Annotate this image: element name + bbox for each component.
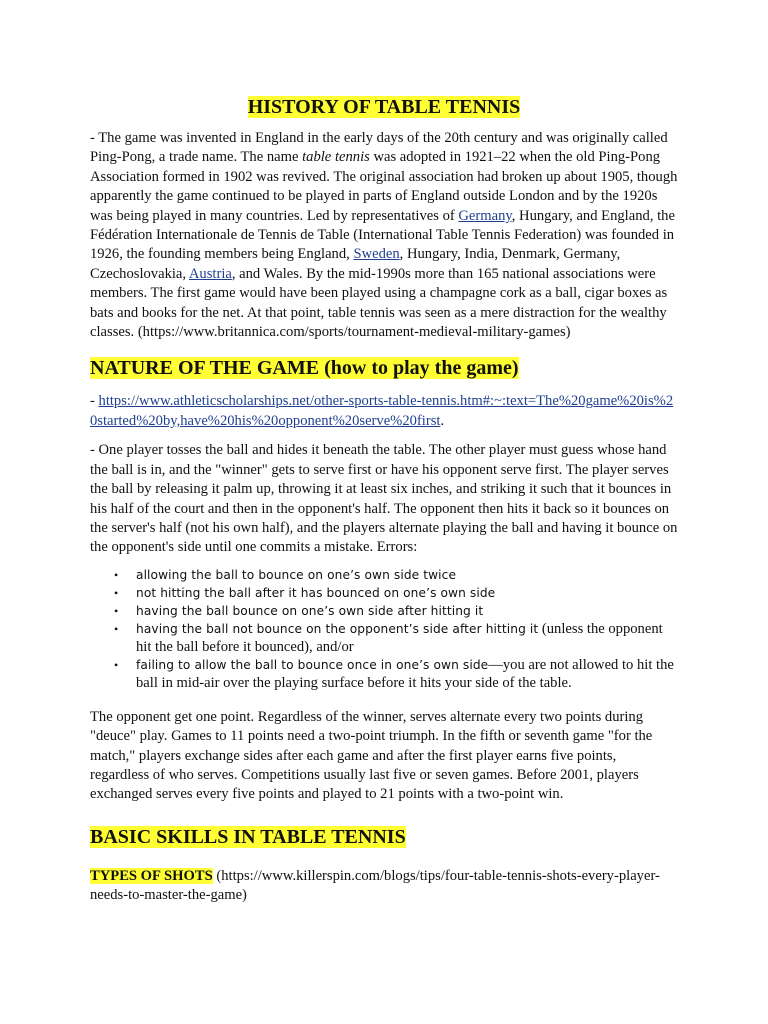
nature-source-suffix: . bbox=[440, 412, 445, 429]
bullet-icon: • bbox=[114, 585, 119, 600]
nature-heading-row bbox=[90, 356, 678, 380]
shots-paragraph bbox=[90, 867, 678, 906]
nature-heading: NATURE OF THE GAME (how to play the game) bbox=[90, 357, 519, 380]
shots-source-text: (https://www.killerspin.com/blogs/tips/four-table-tennis-shots-every-player-needs-to-master-the-game) bbox=[90, 867, 660, 904]
list-item bbox=[114, 566, 678, 584]
bullet-icon: • bbox=[114, 567, 119, 582]
list-item bbox=[114, 584, 678, 602]
list-item bbox=[114, 620, 678, 656]
athletic-scholarships-link[interactable]: https://www.athleticscholarships.net/other-sports-table-tennis.htm#:~:text=The%20game%20is%20started%20by,have%20his%20opponent%20serve%20first bbox=[90, 393, 674, 429]
list-item-text-cont: —you are not allowed to hit the ball in mid-air over the playing surface before it hits your side of the table. bbox=[136, 656, 674, 691]
list-item-text: having the ball bounce on one’s own side after hitting it bbox=[136, 603, 484, 618]
sweden-link[interactable]: Sweden bbox=[353, 246, 400, 263]
history-text-5: , and Wales. By the mid-1990s more than 165 national associations were members. The first game would have been played using a champagne cork as a ball, cigar boxes as bats and books for the net. At that point, table tennis was seen as a mere distraction for the wealthy classes. (https://www.britannica.com/sports/tournament-medieval-military-games) bbox=[90, 265, 668, 341]
nature-paragraph: - One player tosses the ball and hides it beneath the table. The other player must guess whose hand the ball is in, and the "winner" gets to serve first or have his opponent serve first. The player serves the ball by releasing it palm up, throwing it at least six inches, and striking it such that it bounces in his half of the court and then in the opponent's half. The opponent then hits it back so it bounces on the server's half (not his own half), and the players alternate playing the ball and having it bounce on the opponent's side until one commits a mistake. Errors: bbox=[90, 442, 678, 556]
history-italic: table tennis bbox=[302, 149, 370, 166]
list-item-text: having the ball not bounce on the opponent’s side after hitting it bbox=[136, 621, 539, 636]
types-of-shots-label: TYPES OF SHOTS bbox=[90, 867, 213, 884]
bullet-icon: • bbox=[114, 603, 119, 618]
history-heading-row bbox=[90, 0, 678, 119]
history-text-2: was adopted in 1921–22 when the old Ping-Pong Association formed in 1902 was revived. The original association had broken up about 1905, though apparently the game continued to be played in parts of England outside London and by the 1920s was being played in many countries. Led by representatives of bbox=[90, 149, 678, 224]
germany-link[interactable]: Germany bbox=[458, 207, 512, 224]
list-item-text: allowing the ball to bounce on one’s own side twice bbox=[136, 567, 457, 582]
bullet-icon: • bbox=[114, 657, 119, 672]
list-item bbox=[114, 602, 678, 620]
history-text-4: , Hungary, India, Denmark, Germany, Czechoslovakia, bbox=[90, 246, 621, 282]
scoring-paragraph: The opponent get one point. Regardless of the winner, serves alternate every two points during "deuce" play. Games to 11 points need a two-point triumph. In the fifth or seventh game "for the match," players exchange sides after each game and after the first player earns five points, regardless of who serves. Competitions usually last five or seven games. Before 2001, players exchanged serves every five points and played to 21 points with a two-point win. bbox=[90, 708, 653, 803]
list-item-text: failing to allow the ball to bounce once in one’s own side bbox=[136, 657, 489, 672]
skills-heading-row bbox=[90, 825, 678, 849]
history-heading: HISTORY OF TABLE TENNIS bbox=[247, 96, 521, 118]
austria-link[interactable]: Austria bbox=[188, 265, 232, 282]
history-text-1: - The game was invented in England in the early days of the 20th century and was originally called Ping-Pong, a trade name. The name bbox=[90, 130, 668, 166]
list-item-text-cont: (unless the opponent hit the ball before it bounced), and/or bbox=[136, 620, 663, 655]
list-item bbox=[114, 656, 678, 692]
history-text-3: , Hungary, and England, the Fédération Internationale de Tennis de Table (International Table Tennis Federation) was founded in 1926, the founding members being England, bbox=[90, 207, 675, 263]
nature-source-paragraph bbox=[90, 392, 678, 431]
nature-source-prefix: - bbox=[90, 393, 99, 410]
errors-list bbox=[90, 566, 678, 692]
skills-heading: BASIC SKILLS IN TABLE TENNIS bbox=[90, 825, 406, 848]
history-paragraph bbox=[90, 129, 678, 342]
list-item-text: not hitting the ball after it has bounced on one’s own side bbox=[136, 585, 496, 600]
bullet-icon: • bbox=[114, 621, 119, 636]
